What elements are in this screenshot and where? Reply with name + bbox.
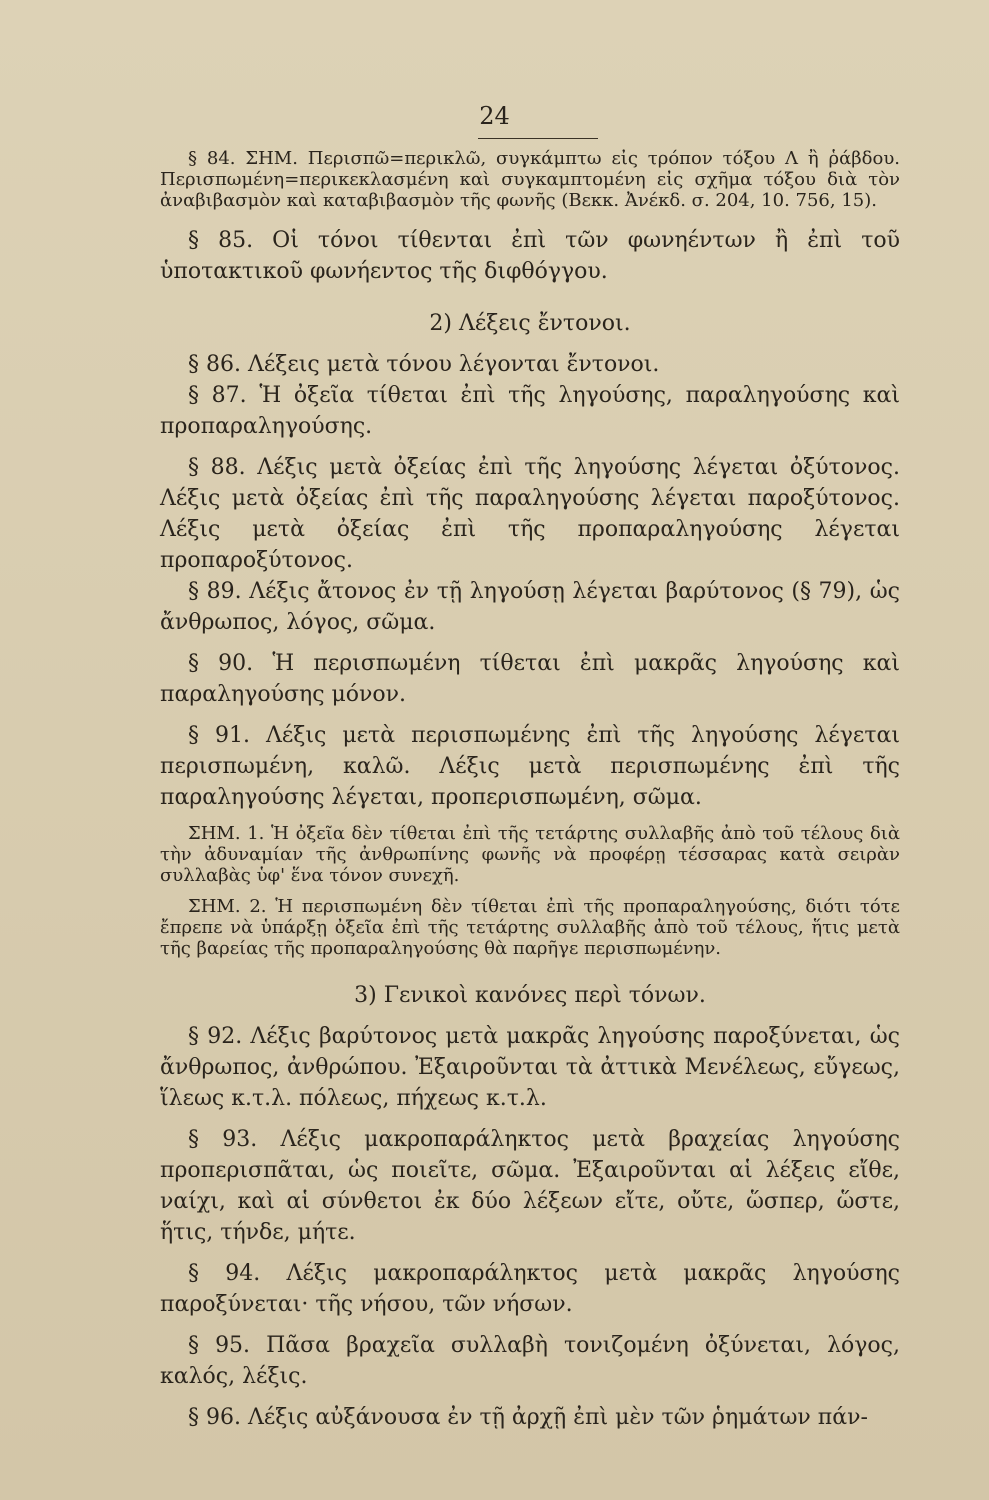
- paragraph-91: § 91. Λέξις μετὰ περισπωμένης ἐπὶ τῆς ληγούσης λέγεται περισπωμένη, καλῶ. Λέξις μετὰ περισπωμένης ἐπὶ τῆς παραληγούσης λέγεται, προπερισπωμένη, σῶμα.: [160, 723, 900, 810]
- paragraph-92: § 92. Λέξις βαρύτονος μετὰ μακρᾶς ληγούσης παροξύνεται, ὡς ἄνθρωπος, ἀνθρώπου. Ἐξαιροῦνται τὰ ἀττικὰ Μενέλεως, εὔγεως, ἵλεως κ.τ.λ. πόλεως, πήχεως κ.τ.λ.: [160, 1024, 900, 1111]
- paragraph-87: § 87. Ἡ ὀξεῖα τίθεται ἐπὶ τῆς ληγούσης, παραληγούσης καὶ προπαραληγούσης.: [160, 383, 900, 439]
- page-number: 24: [479, 102, 510, 130]
- note-2: ΣΗΜ. 2. Ἡ περισπωμένη δὲν τίθεται ἐπὶ τῆς προπαραληγούσης, διότι τότε ἔπρεπε νὰ ὑπάρξῃ ὀξεῖα ἐπὶ τῆς τετάρτης συλλαβῆς ἀπὸ τοῦ τέλους, ἥτις μετὰ τῆς βαρείας τῆς προπαραληγούσης θὰ παρῆγε περισπωμένην.: [160, 896, 900, 959]
- page-body: [160, 148, 900, 1433]
- section-heading-2: 2) Λέξεις ἔντονοι.: [429, 311, 631, 336]
- paragraph-94: § 94. Λέξις μακροπαράληκτος μετὰ μακρᾶς ληγούσης παροξύνεται· τῆς νήσου, τῶν νήσων.: [160, 1261, 900, 1317]
- section-heading-3: 3) Γενικοὶ κανόνες περὶ τόνων.: [354, 983, 706, 1008]
- paragraph-89: § 89. Λέξις ἄτονος ἐν τῇ ληγούσῃ λέγεται βαρύτονος (§ 79), ὡς ἄνθρωπος, λόγος, σῶμα.: [160, 579, 900, 635]
- paragraph-86: § 86. Λέξεις μετὰ τόνου λέγονται ἔντονοι.: [188, 352, 660, 377]
- note-1: ΣΗΜ. 1. Ἡ ὀξεῖα δὲν τίθεται ἐπὶ τῆς τετάρτης συλλαβῆς ἀπὸ τοῦ τέλους διὰ τὴν ἀδυναμίαν τῆς ἀνθρωπίνης φωνῆς νὰ προφέρῃ τέσσαρας κατὰ σειρὰν συλλαβὰς ὑφ' ἕνα τόνον συνεχῆ.: [160, 823, 900, 886]
- paragraph-84-note: § 84. ΣΗΜ. Περισπῶ=περικλῶ, συγκάμπτω εἰς τρόπον τόξου Λ ἢ ῥάβδου. Περισπωμένη=περικεκλασμένη καὶ συγκαμπτομένη εἰς σχῆμα τόξου διὰ τὸν ἀναβιβασμὸν καὶ καταβιβασμὸν τῆς φωνῆς (Βεκκ. Ἀνέκδ. σ. 204, 10. 756, 15).: [160, 148, 900, 211]
- paragraph-88: § 88. Λέξις μετὰ ὀξείας ἐπὶ τῆς ληγούσης λέγεται ὀξύτονος. Λέξις μετὰ ὀξείας ἐπὶ τῆς παραληγούσης λέγεται παροξύτονος. Λέξις μετὰ ὀξείας ἐπὶ τῆς προπαραληγούσης λέγεται προπαροξύτονος.: [160, 455, 900, 573]
- paragraph-85: § 85. Οἱ τόνοι τίθενται ἐπὶ τῶν φωνηέντων ἢ ἐπὶ τοῦ ὑποτακτικοῦ φωνήεντος τῆς διφθόγγου.: [160, 228, 900, 284]
- paragraph-96: § 96. Λέξις αὐξάνουσα ἐν τῇ ἀρχῇ ἐπὶ μὲν τῶν ῥημάτων πάν-: [188, 1405, 868, 1430]
- paragraph-90: § 90. Ἡ περισπωμένη τίθεται ἐπὶ μακρᾶς ληγούσης καὶ παραληγούσης μόνον.: [160, 651, 900, 707]
- page-number-rule: [478, 132, 598, 139]
- paragraph-93: § 93. Λέξις μακροπαράληκτος μετὰ βραχείας ληγούσης προπερισπᾶται, ὡς ποιεῖτε, σῶμα. Ἐξαιροῦνται αἱ λέξεις εἴθε, ναίχι, καὶ αἱ σύνθετοι ἐκ δύο λέξεων εἴτε, οὔτε, ὥσπερ, ὥστε, ἥτις, τήνδε, μήτε.: [160, 1127, 900, 1245]
- paragraph-95: § 95. Πᾶσα βραχεῖα συλλαβὴ τονιζομένη ὀξύνεται, λόγος, καλός, λέξις.: [160, 1333, 900, 1389]
